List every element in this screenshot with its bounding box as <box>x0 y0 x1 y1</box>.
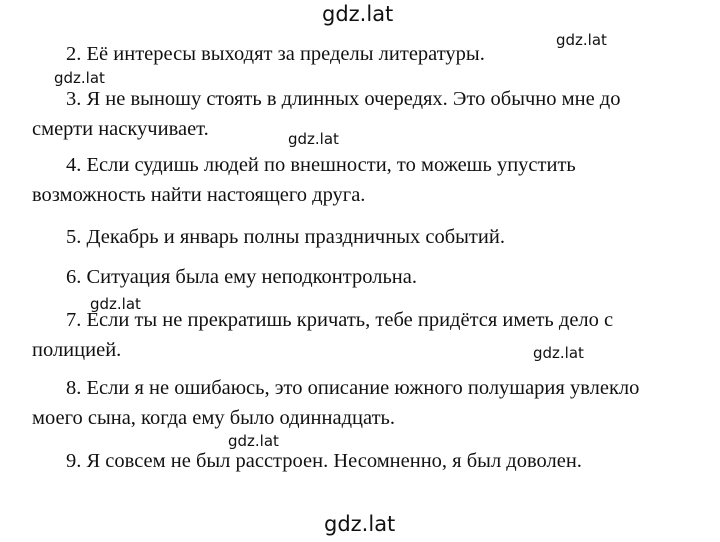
sentence-line: смерти наскучивает. <box>32 118 209 140</box>
watermark: gdz.lat <box>533 344 584 362</box>
sentence-5 <box>0 222 720 252</box>
sentence-line: 7. Если ты не прекратишь кричать, тебе придётся иметь дело с <box>66 309 614 331</box>
sentence-4 <box>0 150 720 210</box>
sentence-line: 3. Я не выношу стоять в длинных очередях. Это обычно мне до <box>66 88 621 110</box>
watermark: gdz.lat <box>228 432 279 450</box>
sentence-9 <box>0 446 720 476</box>
sentence-line: 2. Её интересы выходят за пределы литературы. <box>66 43 485 65</box>
watermark: gdz.lat <box>556 31 607 49</box>
watermark-bottom: gdz.lat <box>324 512 396 536</box>
watermark: gdz.lat <box>54 69 105 87</box>
sentence-line: полицией. <box>32 339 122 361</box>
sentence-3 <box>0 84 720 144</box>
sentence-line: 6. Ситуация была ему неподконтрольна. <box>66 266 417 288</box>
sentence-6 <box>0 262 720 292</box>
sentence-8 <box>0 373 720 433</box>
watermark: gdz.lat <box>90 295 141 313</box>
sentence-line: 5. Декабрь и январь полны праздничных событий. <box>66 226 505 248</box>
sentence-line: возможность найти настоящего друга. <box>32 184 366 206</box>
sentence-line: 4. Если судишь людей по внешности, то можешь упустить <box>66 154 576 176</box>
sentence-7 <box>0 305 720 365</box>
watermark-top: gdz.lat <box>322 2 394 26</box>
sentence-line: моего сына, когда ему было одиннадцать. <box>32 407 396 429</box>
watermark: gdz.lat <box>288 130 339 148</box>
sentence-line: 9. Я совсем не был расстроен. Несомненно, я был доволен. <box>66 450 582 472</box>
sentence-2 <box>0 39 720 69</box>
sentence-line: 8. Если я не ошибаюсь, это описание южного полушария увлекло <box>66 377 640 399</box>
